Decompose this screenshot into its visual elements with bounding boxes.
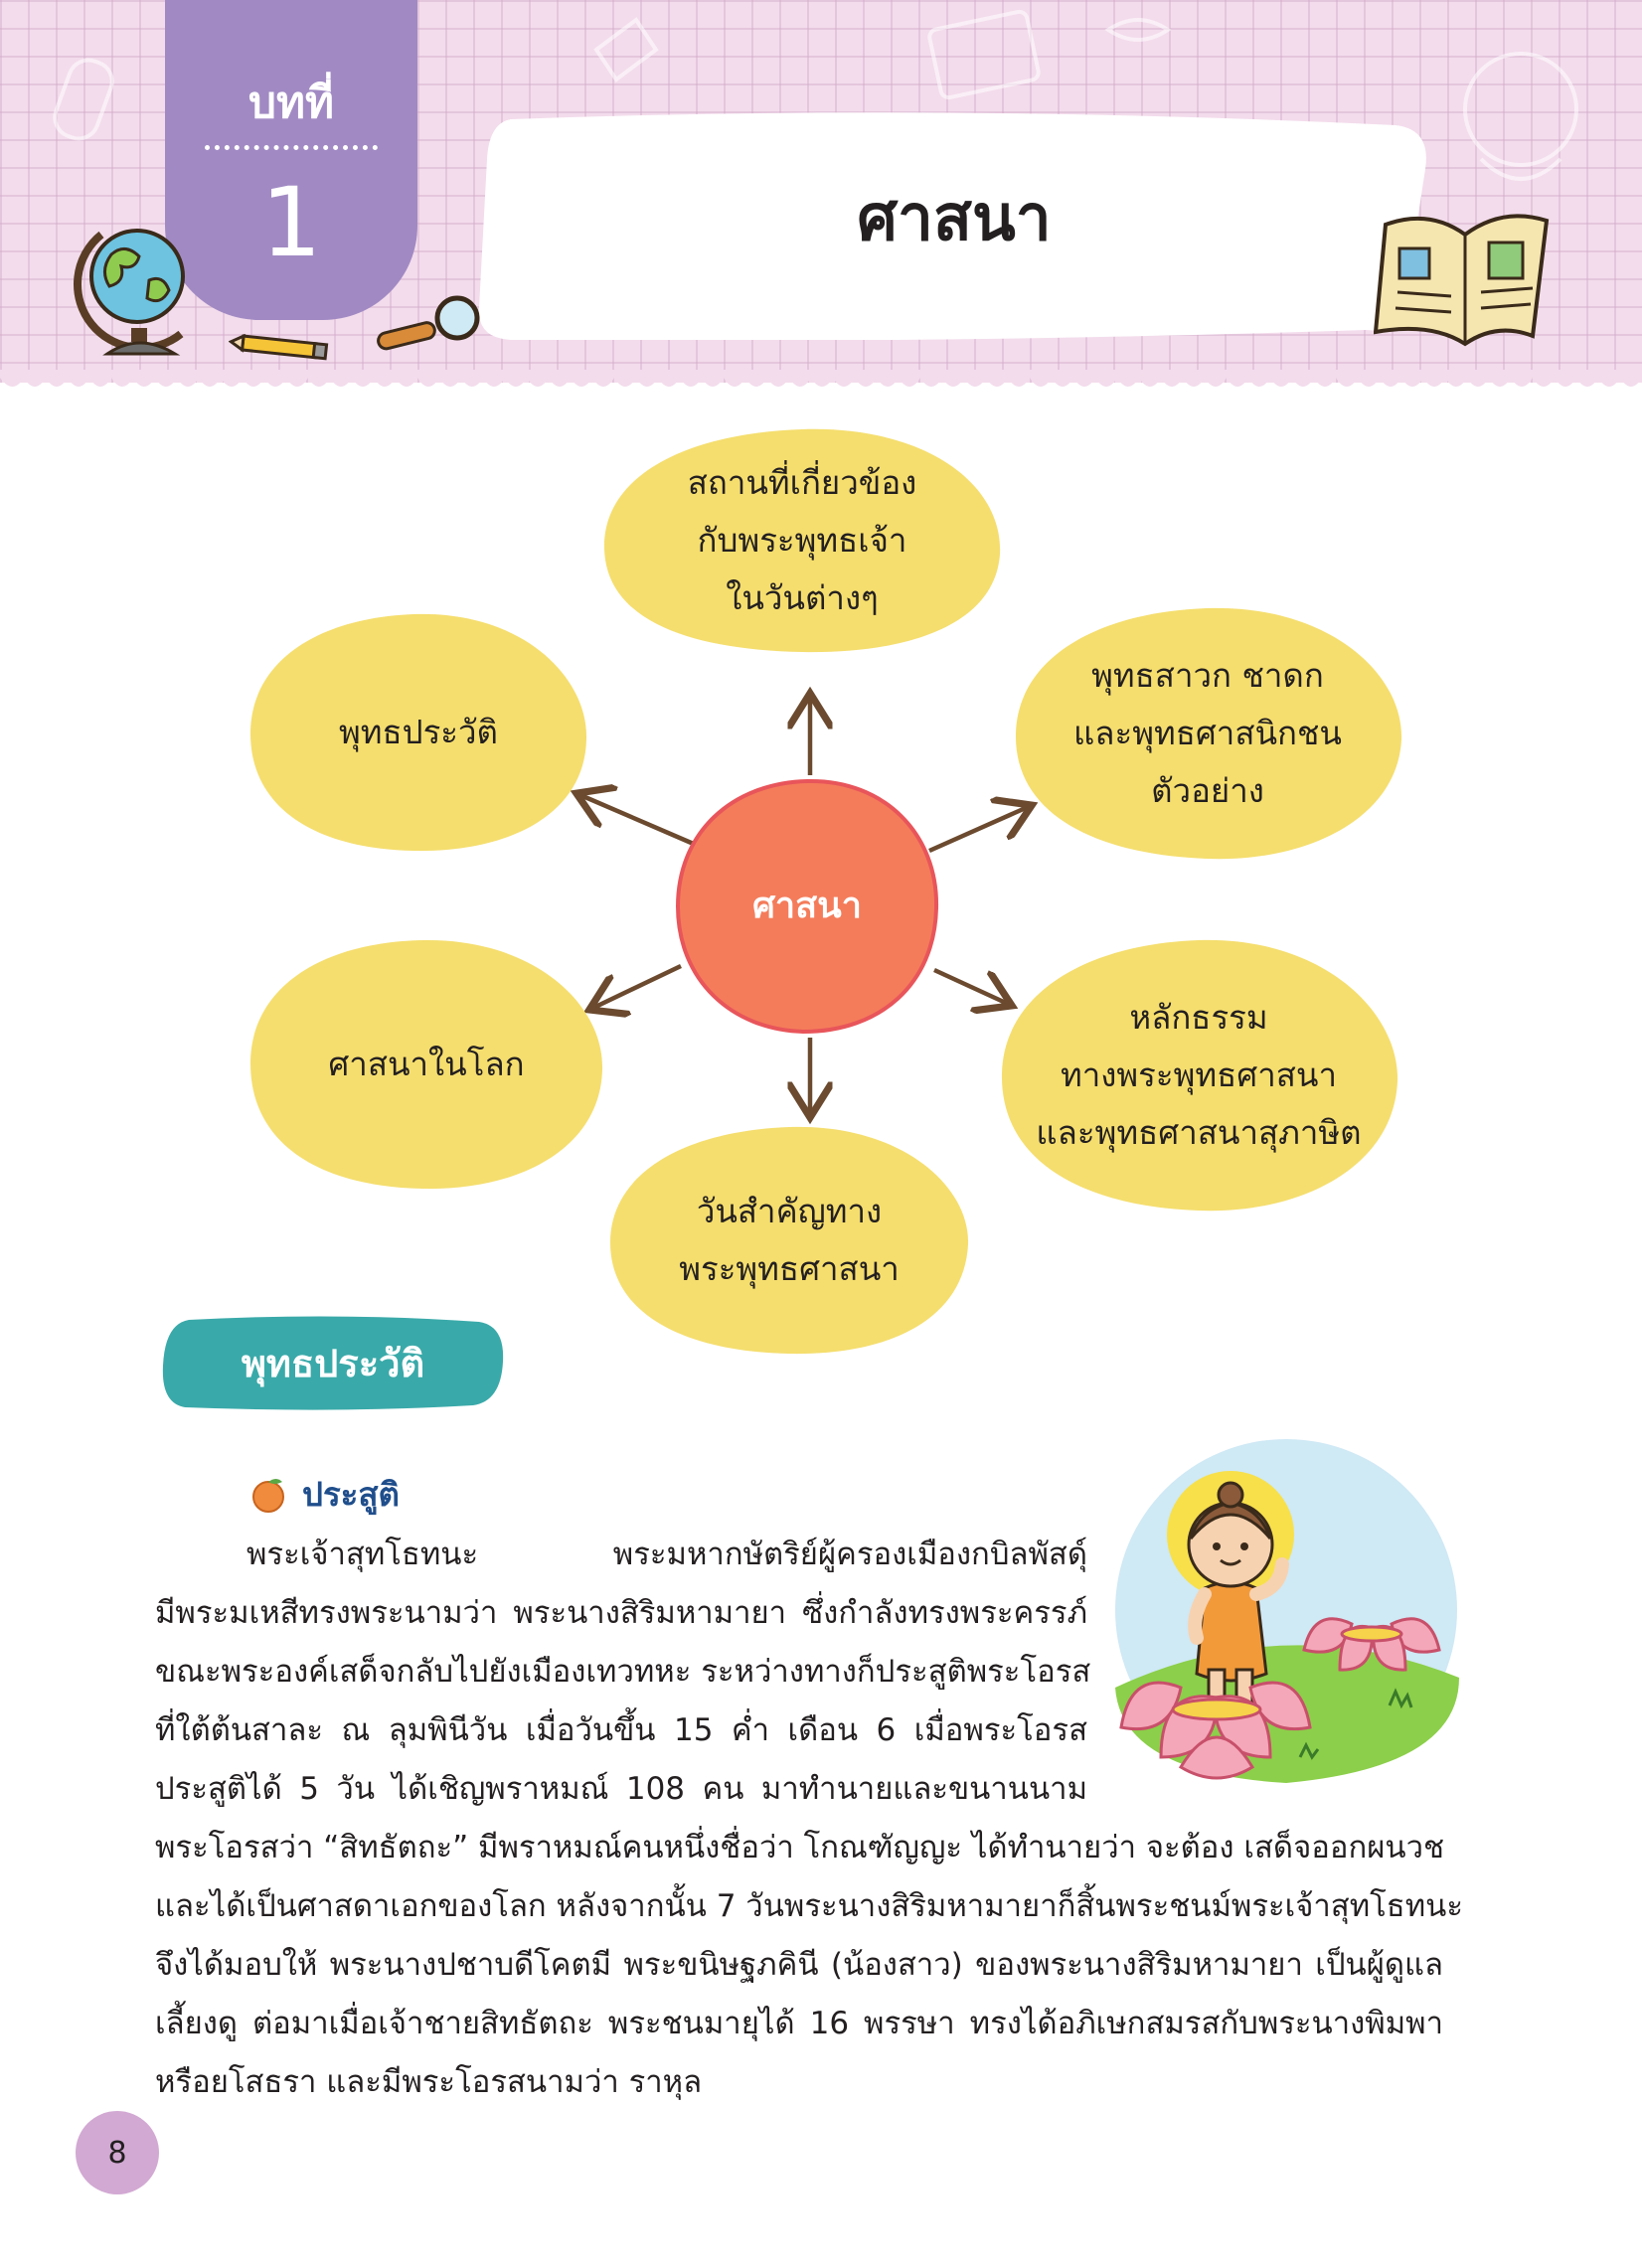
text-line: พระโอรสว่า “สิทธัตถะ” มีพราหมณ์คนหนึ่งชื่อว่า โกณฑัญญะ ได้ทำนายว่า จะต้อง เสด็จออกผนวช xyxy=(155,1830,1445,1865)
subheading xyxy=(248,1469,400,1519)
mindmap-node-dhamma xyxy=(994,934,1403,1216)
text-line: พระเจ้าสุทโธทนะ พระมหากษัตริย์ผู้ครองเมืองกบิลพัสดุ์ xyxy=(246,1537,1087,1572)
page-number: 8 xyxy=(76,2111,159,2194)
chapter-number: 1 xyxy=(260,167,322,278)
node-label: วันสำคัญทาง พระพุทธศาสนา xyxy=(679,1192,900,1288)
section-title: พุทธประวัติ xyxy=(241,1342,425,1385)
text-line: และได้เป็นศาสดาเอกของโลก หลังจากนั้น 7 วันพระนางสิริมหามายาก็สิ้นพระชนม์พระเจ้าสุทโธทนะ xyxy=(155,1888,1464,1924)
node-label: พุทธประวัติ xyxy=(338,713,498,751)
node-label: หลักธรรม ทางพระพุทธศาสนา และพุทธศาสนาสุภาษิต xyxy=(1036,998,1362,1152)
mindmap-node-important-days xyxy=(604,1121,974,1360)
node-label: ศาสนาในโลก xyxy=(328,1045,525,1083)
text-line: หรือยโสธรา และมีพระโอรสนามว่า ราหุล xyxy=(155,2064,703,2100)
mindmap-node-disciples xyxy=(1008,602,1407,865)
mindmap-node-world-religions xyxy=(245,934,608,1195)
orange-fruit-icon xyxy=(248,1474,288,1514)
node-label: สถานที่เกี่ยวข้อง กับพระพุทธเจ้า ในวันต่างๆ xyxy=(687,463,917,617)
mindmap-node-places xyxy=(598,425,1006,656)
text-line: มีพระมเหสีทรงพระนามว่า พระนางสิริมหามายา ซึ่งกำลังทรงพระครรภ์ xyxy=(155,1595,1087,1631)
chapter-title: ศาสนา xyxy=(857,182,1052,255)
body-paragraph-full xyxy=(155,1819,1464,2112)
mindmap-node-biography xyxy=(245,608,592,857)
buddha-on-lotus-illustration xyxy=(1101,1439,1465,1797)
text-line: จึงได้มอบให้ พระนางปชาบดีโคตมี พระขนิษฐภคินี (น้องสาว) ของพระนางสิริมหามายา เป็นผู้ดูแล xyxy=(155,1947,1443,1983)
text-line: ขณะพระองค์เสด็จกลับไปยังเมืองเทวทหะ ระหว่างทางก็ประสูติพระโอรส xyxy=(155,1654,1091,1690)
chapter-label: บทที่ xyxy=(248,78,334,128)
center-label: ศาสนา xyxy=(752,886,862,926)
subheading-label: ประสูติ xyxy=(302,1474,400,1514)
text-line: เลี้ยงดู ต่อมาเมื่อเจ้าชายสิทธัตถะ พระชนมายุได้ 16 พรรษา ทรงได้อภิเษกสมรสกับพระนางพิมพา xyxy=(155,2006,1443,2041)
text-line: ที่ใต้ต้นสาละ ณ ลุมพินีวัน เมื่อวันขึ้น 15 ค่ำ เดือน 6 เมื่อพระโอรส xyxy=(155,1712,1087,1748)
body-paragraph-wrapped xyxy=(155,1526,1091,1819)
text-line: ประสูติได้ 5 วัน ได้เชิญพราหมณ์ 108 คน มาทำนายและขนานนาม xyxy=(155,1771,1087,1807)
node-label: พุทธสาวก ชาดก และพุทธศาสนิกชน ตัวอย่าง xyxy=(1073,656,1342,810)
mindmap-center xyxy=(672,775,942,1038)
